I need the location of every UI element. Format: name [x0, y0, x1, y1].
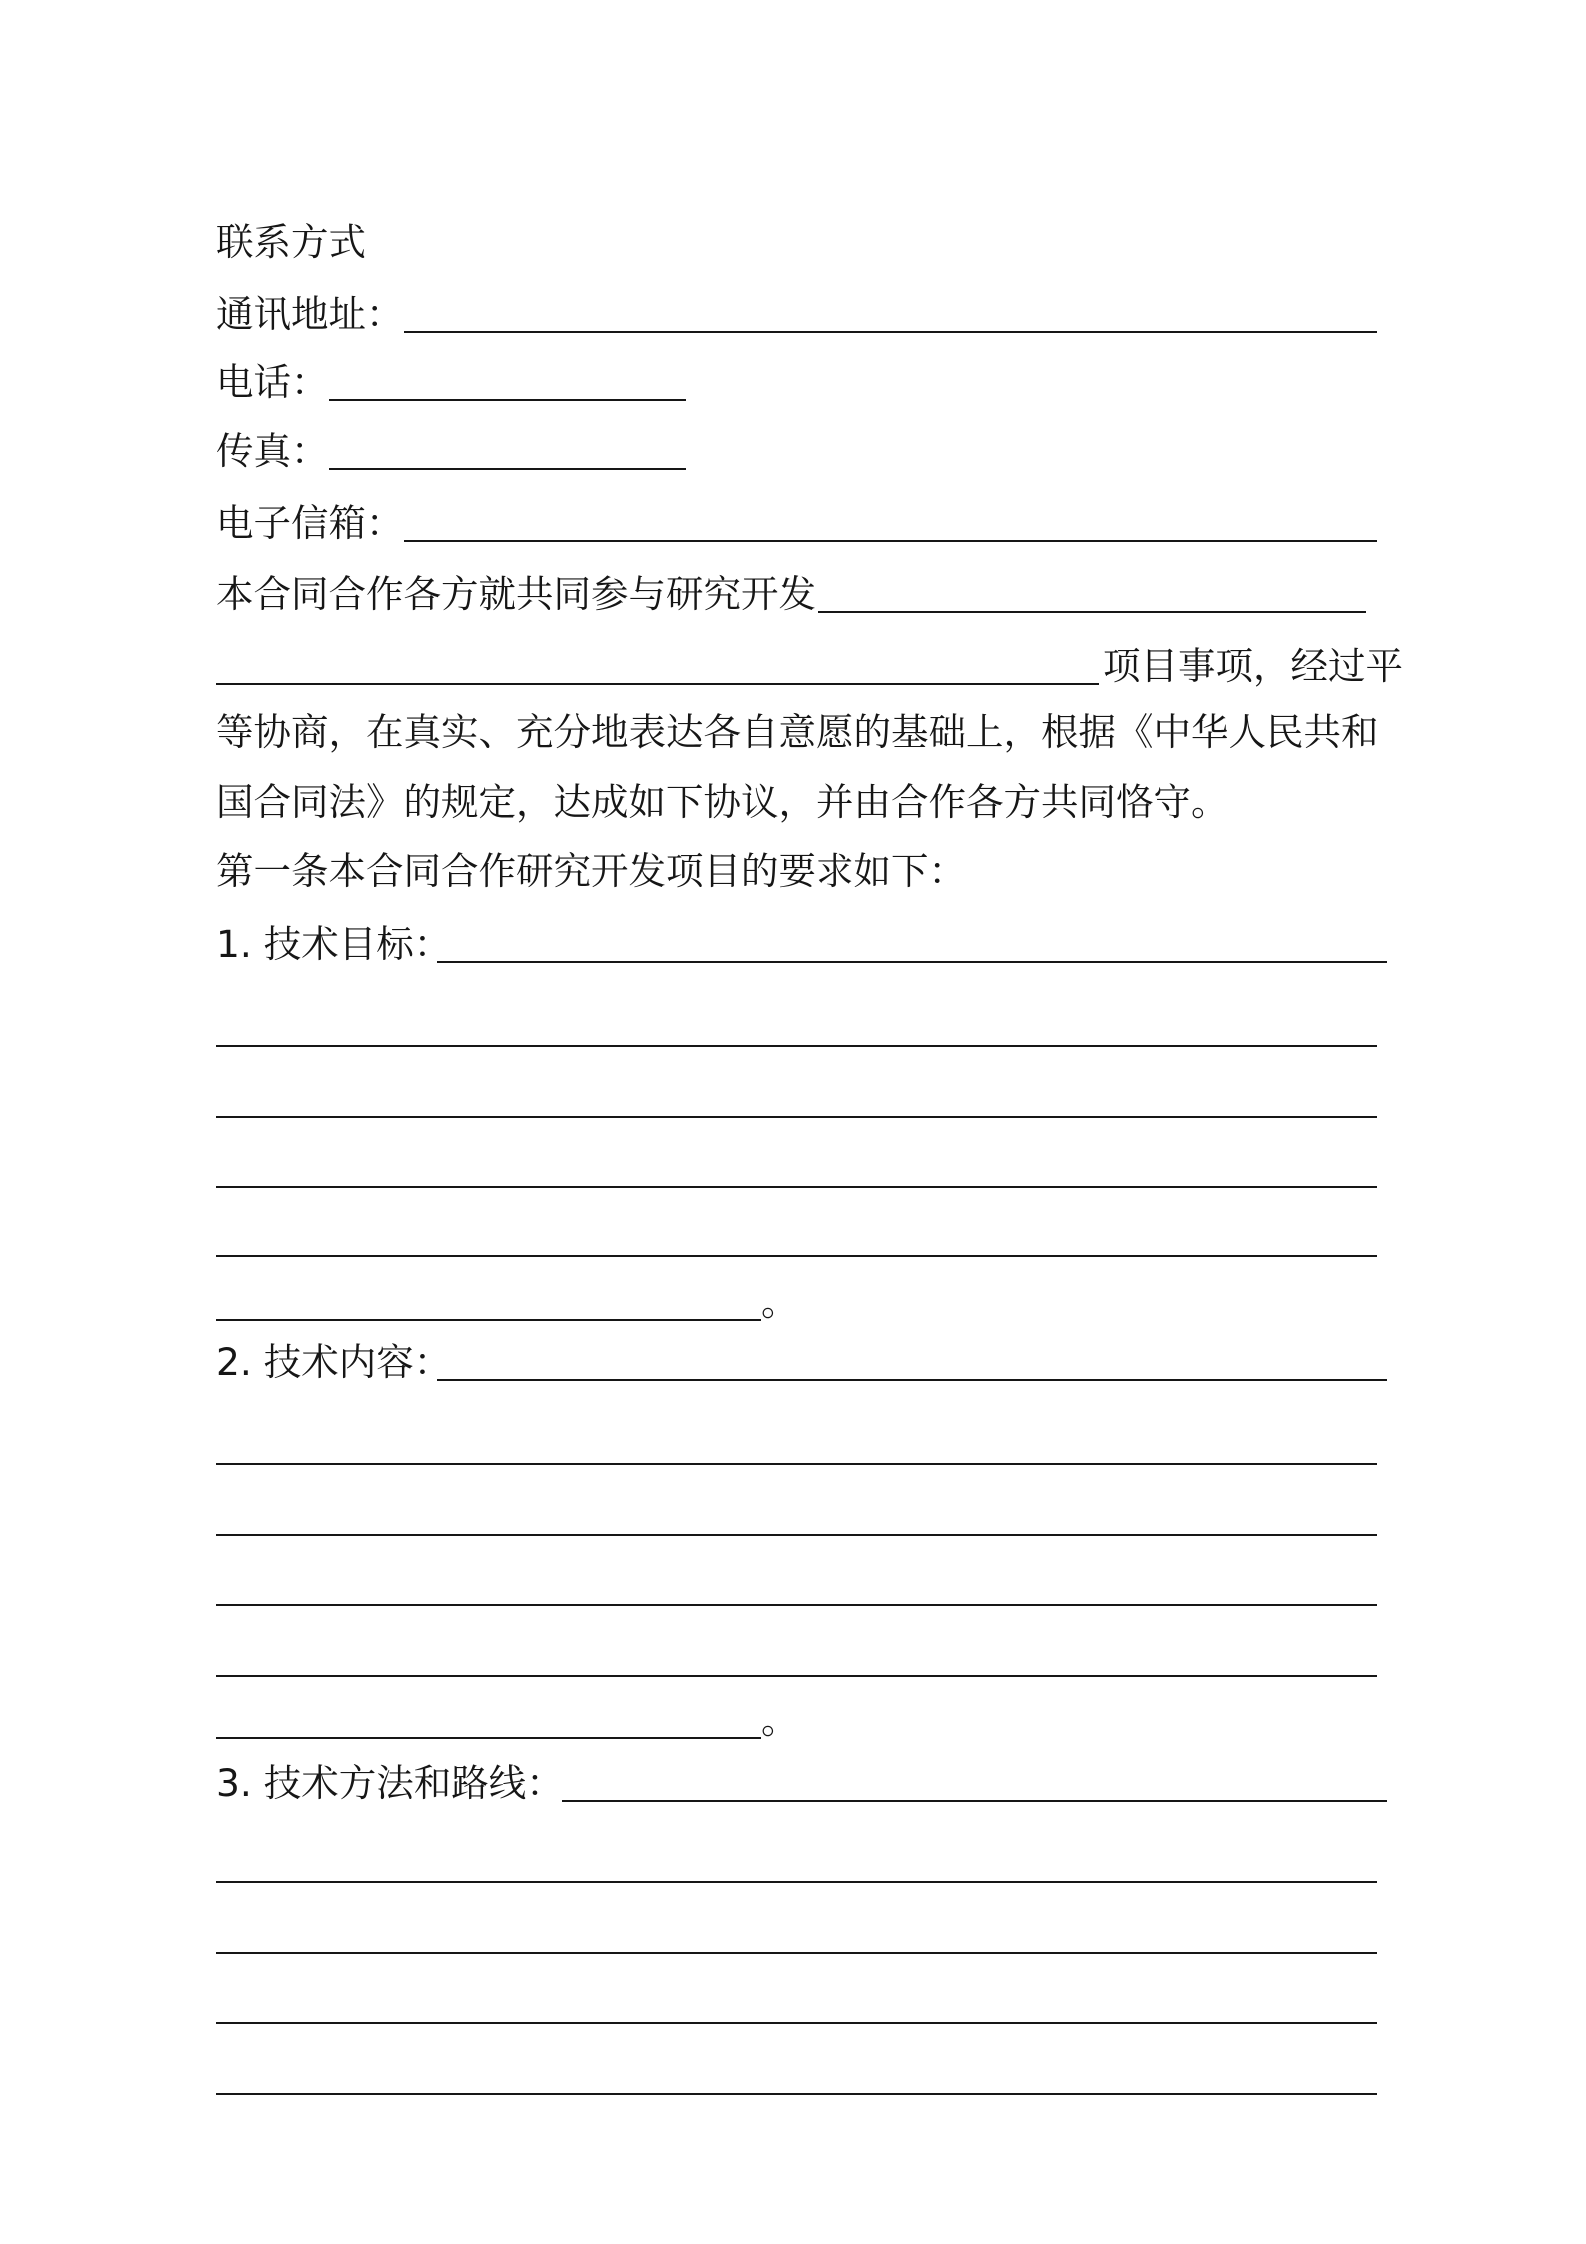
item-1-blank-row	[0, 1074, 1586, 1124]
fax-line	[0, 426, 1586, 476]
item-1-line	[0, 919, 1586, 969]
item-1-blank-row	[0, 1144, 1586, 1194]
item-1-label: 1. 技术目标：	[216, 922, 452, 966]
phone-blank	[329, 357, 686, 401]
item-3-blank-row	[0, 1839, 1586, 1889]
blank-line	[216, 1980, 1377, 2024]
item-2-label: 2. 技术内容：	[216, 1340, 452, 1384]
article-1-title: 第一条本合同合作研究开发项目的要求如下：	[216, 849, 966, 893]
item-2-blank	[437, 1337, 1387, 1381]
blank-line	[216, 1839, 1377, 1883]
item-1-final-row	[0, 1277, 1586, 1327]
preamble-line-4	[0, 777, 1586, 827]
blank-line	[216, 1910, 1377, 1954]
item-2-blank-row	[0, 1492, 1586, 1542]
blank-line	[216, 1633, 1377, 1677]
item-1-blank-row	[0, 1213, 1586, 1263]
blank-line	[216, 1213, 1377, 1257]
phone-label: 电话：	[216, 360, 329, 404]
preamble-line-3	[0, 707, 1586, 757]
item-2-blank-row	[0, 1633, 1586, 1683]
item-1-blank-row	[0, 1003, 1586, 1053]
item-3-blank	[562, 1758, 1387, 1802]
address-blank	[404, 289, 1377, 333]
blank-line-short	[216, 1695, 761, 1739]
blank-line	[216, 2051, 1377, 2095]
address-label: 通讯地址：	[216, 292, 404, 336]
item-2-line	[0, 1337, 1586, 1387]
blank-line	[216, 1144, 1377, 1188]
item-1-blank	[437, 919, 1387, 963]
fax-blank	[329, 426, 686, 470]
email-label: 电子信箱：	[216, 501, 404, 545]
email-blank	[404, 498, 1377, 542]
blank-line	[216, 1562, 1377, 1606]
blank-line	[216, 1492, 1377, 1536]
preamble-text-3: 等协商，在真实、充分地表达各自意愿的基础上，根据《中华人民共和	[216, 710, 1379, 754]
blank-line	[216, 1003, 1377, 1047]
project-name-blank-continued	[216, 641, 1099, 685]
fax-label: 传真：	[216, 429, 329, 473]
blank-line	[216, 1074, 1377, 1118]
item-2-blank-row	[0, 1562, 1586, 1612]
item-3-blank-row	[0, 1910, 1586, 1960]
item-3-blank-row	[0, 1980, 1586, 2030]
contact-heading: 联系方式	[216, 220, 366, 264]
address-line	[0, 289, 1586, 339]
item-3-blank-row	[0, 2051, 1586, 2101]
email-line	[0, 498, 1586, 548]
blank-line-short	[216, 1277, 761, 1321]
blank-line	[216, 1421, 1377, 1465]
project-name-blank	[818, 569, 1366, 613]
item-3-line	[0, 1758, 1586, 1808]
item-2-blank-row	[0, 1421, 1586, 1471]
preamble-line-1	[0, 569, 1586, 619]
item-3-label: 3. 技术方法和路线：	[216, 1761, 564, 1805]
article-1-title-line	[0, 846, 1586, 896]
preamble-text-2: 项目事项，经过平	[1103, 644, 1403, 688]
contact-heading-line	[0, 217, 1586, 267]
phone-line	[0, 357, 1586, 407]
preamble-text-1: 本合同合作各方就共同参与研究开发	[216, 572, 816, 616]
item-1-closing-mark: 。	[761, 1280, 799, 1324]
preamble-text-4: 国合同法》的规定，达成如下协议，并由合作各方共同恪守。	[216, 780, 1229, 824]
item-2-closing-mark: 。	[761, 1698, 799, 1742]
item-2-final-row	[0, 1695, 1586, 1745]
preamble-line-2	[0, 641, 1586, 691]
